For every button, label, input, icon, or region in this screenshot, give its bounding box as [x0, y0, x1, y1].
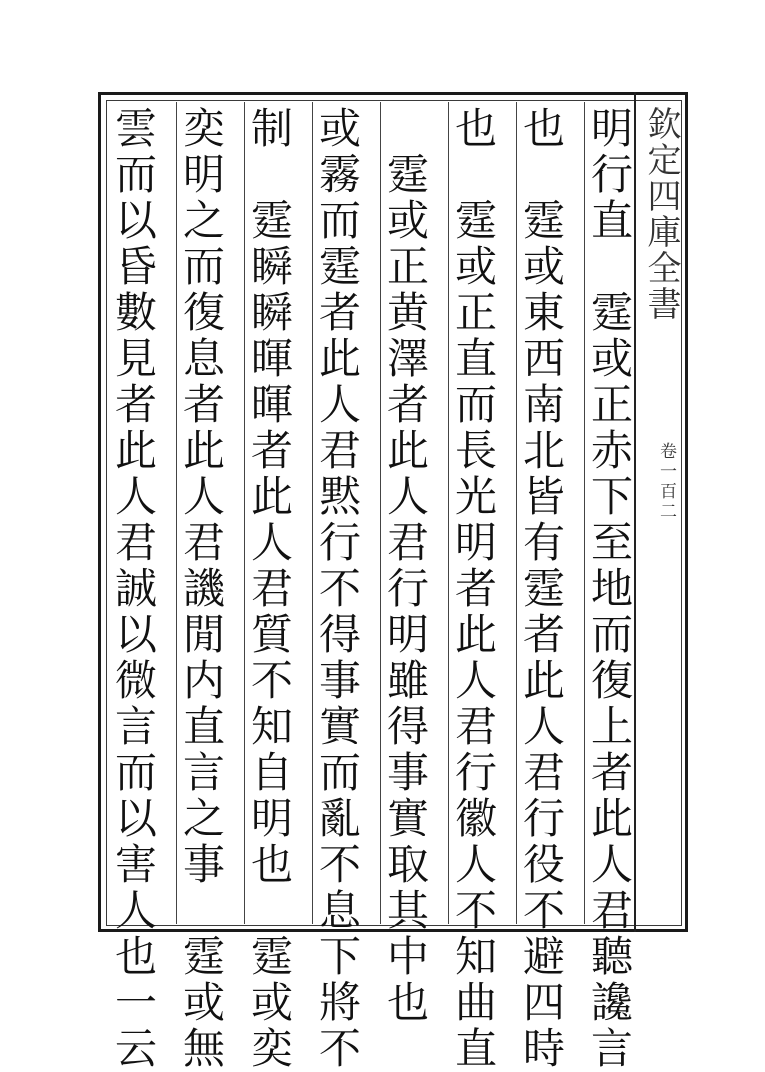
book-page — [98, 92, 688, 1072]
margin-strip — [634, 92, 688, 932]
text-column-8: 雲而以昏數見者此人君誠以微言而以害人也一云 — [109, 106, 158, 1072]
text-column-1: 明行直 霆或正赤下至地而復上者此人君聽讒言 — [585, 106, 634, 1072]
text-column-3: 也 霆或正直而長光明者此人君行徽人不知曲直 — [449, 106, 498, 1072]
text-column-2: 也 霆或東西南北皆有霆者此人君行役不避四時 — [517, 106, 566, 1072]
text-column-7: 奕明之而復息者此人君譏閒内直言之事 霆或無 — [177, 106, 226, 1072]
margin-juan-label: 卷一百二 — [656, 442, 676, 522]
margin-title: 欽定四庫全書 — [641, 106, 681, 322]
text-column-4: 霆或正黄澤者此人君行明雖得事實取其中也 — [381, 106, 430, 1026]
text-column-5: 或霧而霆者此人君黙行不得事實而亂不息下將不 — [313, 106, 362, 1072]
text-column-6: 制 霆瞬瞬暉暉者此人君質不知自明也 霆或奕 — [245, 106, 294, 1072]
